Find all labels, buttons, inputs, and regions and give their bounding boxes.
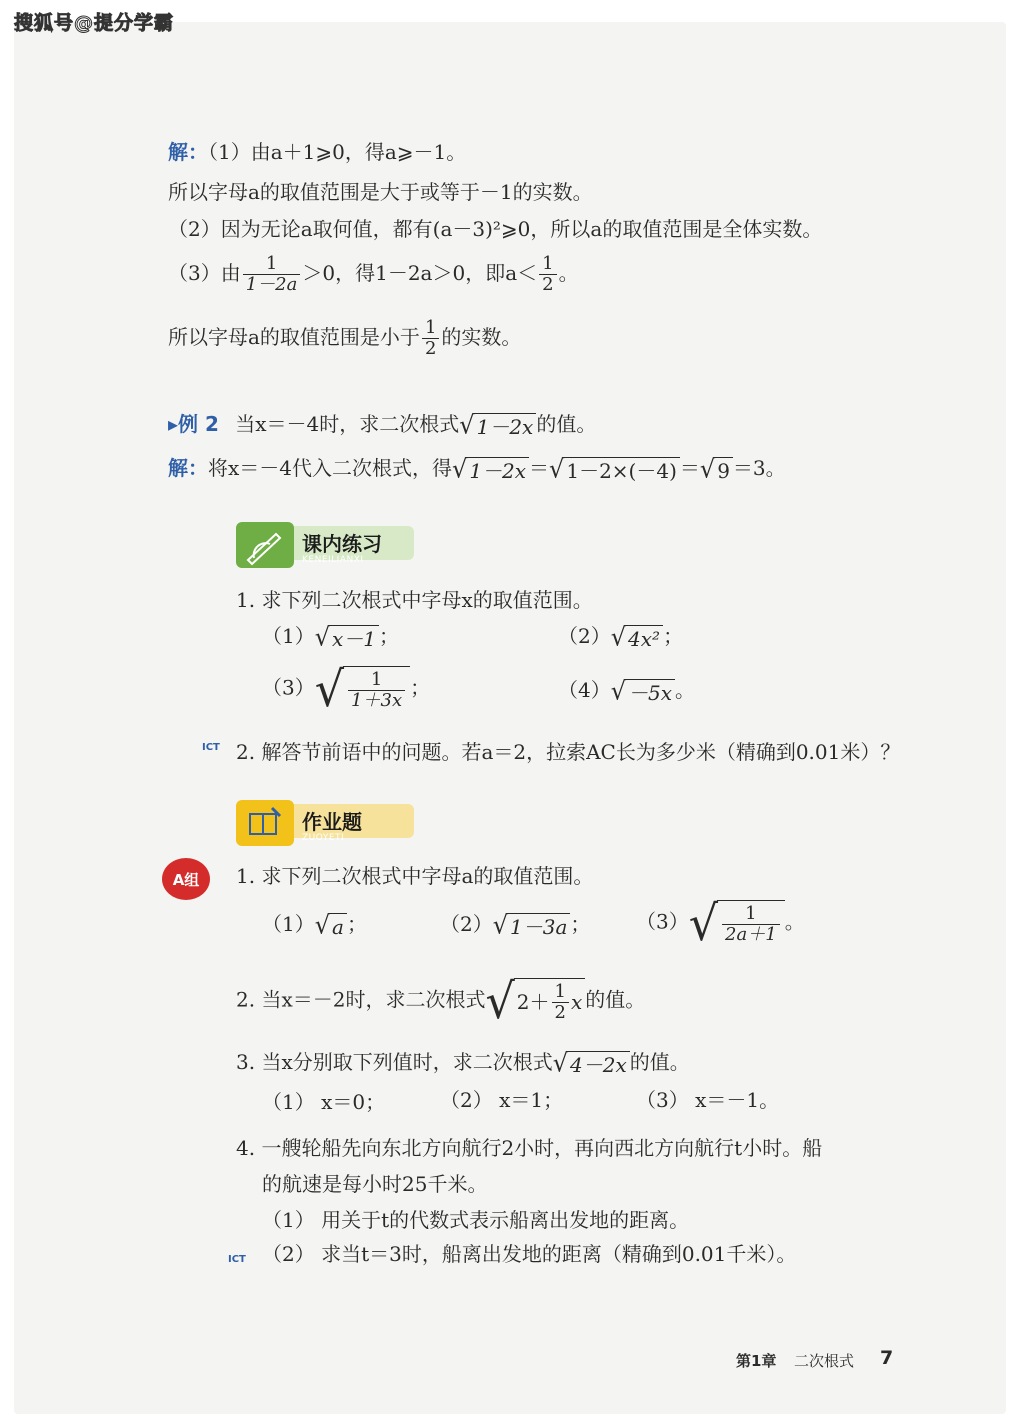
- numerator: 1: [424, 317, 437, 338]
- banner-title: 课内练习: [302, 532, 382, 556]
- item-end: ；: [379, 624, 400, 648]
- radical: √ 4－2x: [553, 1051, 630, 1077]
- numerator: 1: [554, 980, 566, 1002]
- example-text: 当x＝－4时，求二次根式: [235, 412, 460, 436]
- radicand: [343, 666, 410, 712]
- solution-text: 的实数。: [441, 324, 522, 349]
- radicand: 4x²: [625, 625, 663, 651]
- question-text: 2. 当x＝－2时，求二次根式: [236, 987, 486, 1012]
- watermark: 搜狐号@提分学霸: [14, 12, 175, 34]
- example-label: ▸例 2: [168, 412, 219, 436]
- radical: √ $\frac{1}{1+3x}$: [315, 666, 410, 712]
- numerator: 1: [542, 253, 554, 274]
- footer-chapter: 第1章: [736, 1352, 777, 1370]
- protractor-icon: [236, 522, 294, 568]
- banner-title: 作业题: [302, 810, 362, 834]
- example-2: [168, 409, 597, 440]
- homework-q3: [236, 1047, 690, 1078]
- radical: √ 4x²: [611, 625, 663, 651]
- denominator: 2: [552, 1002, 569, 1023]
- question-text: 的值。: [585, 987, 646, 1012]
- solution-text: 将x＝－4代入二次根式，得: [208, 456, 453, 480]
- denominator: 1－2a: [243, 274, 301, 295]
- homework-q2: [236, 972, 646, 1030]
- fraction: [722, 904, 780, 945]
- practice-banner: [236, 522, 416, 570]
- radicand: 1－2x: [474, 413, 537, 439]
- item-end: ；: [346, 912, 367, 936]
- item-label: （2）: [440, 912, 493, 936]
- radicand: 1－3a: [507, 913, 570, 939]
- item-end: ；: [663, 624, 684, 648]
- radicand: [514, 978, 585, 1024]
- solution-text: 。: [558, 260, 579, 285]
- ict-icon: ICT: [202, 742, 220, 753]
- solution-line-1: [168, 140, 466, 164]
- solution-label: 解：: [168, 456, 208, 480]
- fraction: [422, 318, 439, 359]
- solution-text: ＞0，得1－2a＞0，即a＜: [302, 260, 538, 285]
- item-label: （1）: [262, 912, 315, 936]
- radicand: a: [329, 913, 347, 939]
- homework-q4-line-2: 的航速是每小时25千米。: [262, 1172, 488, 1196]
- solution-text: （3）由: [168, 260, 241, 285]
- radicand: －5x: [625, 679, 675, 705]
- radicand-part: x: [570, 990, 583, 1014]
- fraction: [348, 670, 405, 711]
- radical: √ 1－2×(－4): [549, 457, 680, 483]
- numerator: 1: [265, 253, 278, 274]
- item-label: （1）: [262, 624, 315, 648]
- practice-q1: 1. 求下列二次根式中字母x的取值范围。: [236, 588, 593, 612]
- item-end: ；: [570, 912, 591, 936]
- homework-item-3: [636, 894, 805, 952]
- solution-line-2: 所以字母a的取值范围是大于或等于－1的实数。: [168, 180, 593, 204]
- radicand: 1－2x: [466, 457, 529, 483]
- practice-item-3: [262, 660, 431, 718]
- radical: √ x－1: [315, 625, 379, 651]
- homework-q3-item-1: （1） x＝0；: [262, 1090, 386, 1114]
- item-end: 。: [675, 678, 696, 702]
- radical: √ －5x: [611, 679, 675, 705]
- banner-subtitle: ZUOYETI: [302, 833, 345, 843]
- example-2-solution: 解：将x＝－4代入二次根式，得 √ 1－2x ＝ √ 1－2×(－4) ＝ √ 9 ＝3。: [168, 453, 786, 484]
- item-label: （4）: [558, 678, 611, 702]
- homework-item-2: [440, 909, 591, 940]
- radicand: 9: [714, 457, 733, 483]
- fraction: [243, 254, 301, 295]
- denominator: 2: [422, 338, 439, 359]
- solution-text: 所以字母a的取值范围是小于: [168, 324, 420, 349]
- homework-q4-sub-1: （1） 用关于t的代数式表示船离出发地的距离。: [262, 1208, 690, 1232]
- homework-item-1: [262, 909, 367, 940]
- solution-label: 解：: [168, 140, 208, 164]
- radical: √ a: [315, 913, 347, 939]
- group-a-badge: A组: [162, 858, 210, 900]
- radical: √ 2＋ $\frac{1}{2}$ x: [485, 978, 585, 1024]
- practice-item-2: [558, 621, 684, 652]
- practice-q2: 2. 解答节前语中的问题。若a＝2，拉索AC长为多少米（精确到0.01米）？: [236, 740, 901, 764]
- fraction: [552, 982, 569, 1023]
- homework-banner: [236, 800, 416, 848]
- item-label: （2）: [558, 624, 611, 648]
- ict-icon: ICT: [228, 1254, 246, 1265]
- radical: √ $\frac{1}{2a+1}$: [689, 900, 785, 946]
- question-text: 的值。: [629, 1050, 690, 1074]
- solution-line-3: （2）因为无论a取何值，都有(a－3)²⩾0，所以a的取值范围是全体实数。: [168, 217, 823, 241]
- denominator: 1＋3x: [348, 690, 405, 711]
- question-text: 3. 当x分别取下列值时，求二次根式: [236, 1050, 553, 1074]
- item-label: （3）: [262, 675, 315, 700]
- practice-item-4: [558, 675, 696, 706]
- radicand: 4－2x: [567, 1051, 630, 1077]
- radical: √ 1－2x: [452, 457, 529, 483]
- item-label: （3）: [636, 909, 689, 934]
- page-number: 7: [880, 1347, 894, 1369]
- banner-subtitle: KENEILIANXI: [302, 555, 364, 565]
- homework-q4-line-1: 4. 一艘轮船先向东北方向航行2小时，再向西北方向航行t小时。船: [236, 1136, 823, 1160]
- solution-line-5: [168, 318, 521, 359]
- radical: √ 1－2x: [459, 413, 536, 439]
- homework-q1: 1. 求下列二次根式中字母a的取值范围。: [236, 864, 594, 888]
- solution-text: ＝3。: [732, 456, 786, 480]
- homework-q4-sub-2: （2） 求当t＝3时，船离出发地的距离（精确到0.01千米）。: [262, 1242, 797, 1266]
- numerator: 1: [745, 902, 757, 924]
- radicand: x－1: [329, 625, 379, 651]
- book-pencil-icon: [236, 800, 294, 846]
- radical: √ 1－3a: [493, 913, 571, 939]
- homework-q3-item-3: （3） x＝－1。: [636, 1088, 780, 1112]
- radicand: [717, 900, 785, 946]
- practice-item-1: [262, 621, 400, 652]
- solution-line-4: [168, 254, 579, 295]
- item-end: ；: [410, 675, 431, 700]
- radicand: 1－2×(－4): [563, 457, 680, 483]
- numerator: 1: [370, 668, 383, 690]
- homework-q3-item-2: （2） x＝1；: [440, 1088, 564, 1112]
- radicand-part: 2＋: [516, 990, 550, 1014]
- fraction: [539, 254, 556, 295]
- denominator: 2a＋1: [722, 924, 780, 945]
- item-end: 。: [784, 909, 805, 934]
- radical: √ 9: [700, 457, 733, 483]
- solution-text: （1）由a＋1⩾0，得a⩾－1。: [208, 140, 467, 164]
- example-text: 的值。: [536, 412, 597, 436]
- footer-chapter-name: 二次根式: [794, 1352, 855, 1370]
- denominator: 2: [539, 274, 556, 295]
